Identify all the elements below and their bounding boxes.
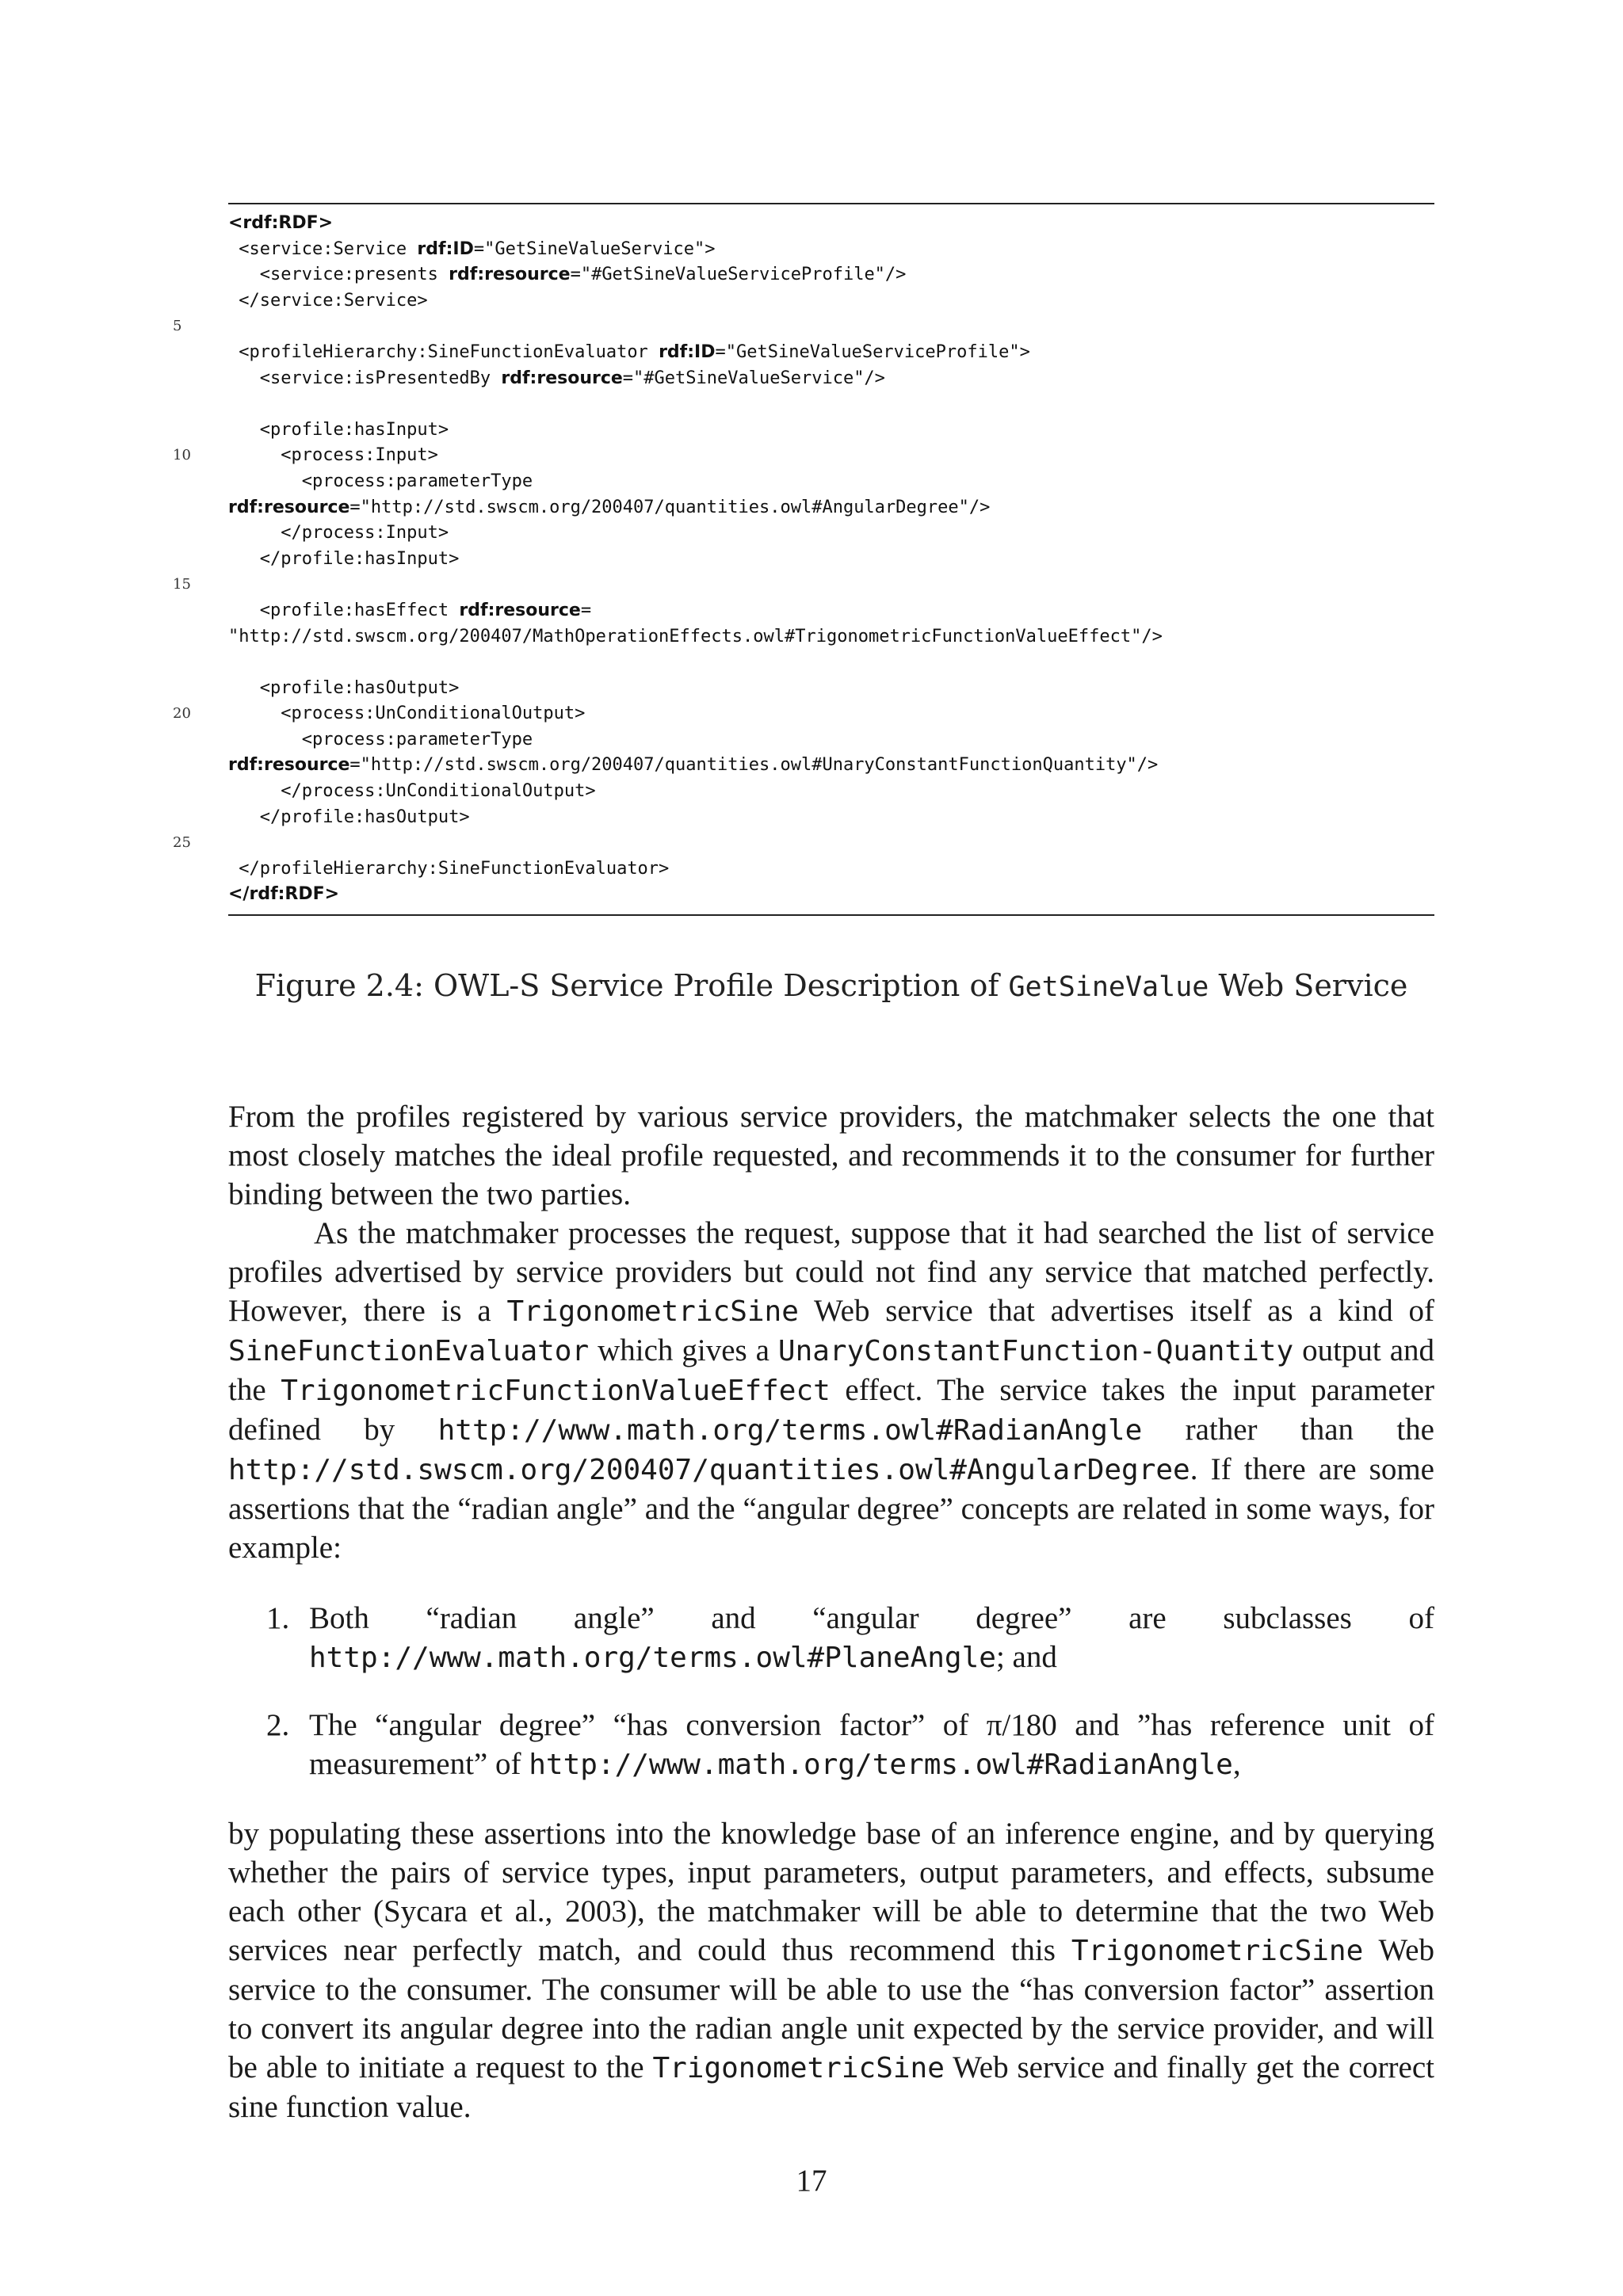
text-run: </profile:hasInput> — [228, 548, 460, 569]
code-line — [173, 443, 1434, 469]
text-run: </process:Input> — [228, 523, 449, 543]
text-run: <profile:hasOutput> — [228, 677, 460, 698]
code-term: TrigonometricSine — [1071, 1935, 1364, 1967]
text-run: ="GetSineValueService"> — [473, 238, 716, 259]
code-line — [228, 418, 1434, 444]
code-listing — [173, 203, 1434, 916]
code-line — [228, 262, 1434, 288]
text-run: <process:Input> — [228, 445, 438, 466]
code-keyword: </rdf:RDF> — [228, 884, 340, 905]
text-run: "http://std.swscm.org/200407/MathOperationEffects.owl#TrigonometricFunctionValueEffect"/> — [228, 626, 1163, 646]
code-line — [173, 314, 1434, 340]
code-line — [228, 521, 1434, 547]
line-number: 15 — [173, 576, 191, 593]
code-keyword: rdf:ID — [659, 341, 716, 362]
code-term: UnaryConstantFunction-Quantity — [777, 1335, 1294, 1367]
code-keyword: rdf:resource — [501, 368, 623, 388]
code-line — [228, 391, 1434, 418]
code-term: http://www.math.org/terms.owl#RadianAngle — [529, 1749, 1233, 1781]
code-keyword: rdf:ID — [417, 238, 474, 259]
text-run: , — [1232, 1747, 1241, 1781]
code-keyword: rdf:resource — [449, 265, 571, 285]
list-marker: 1. — [266, 1601, 290, 1635]
code-term: TrigonometricSine — [652, 2052, 945, 2084]
code-term: http://www.math.org/terms.owl#RadianAngle — [437, 1414, 1143, 1447]
text-run: </profile:hasOutput> — [228, 807, 470, 827]
code-line — [228, 882, 1434, 908]
code-line — [228, 856, 1434, 883]
text-run: <service:Service — [228, 238, 418, 259]
line-number: 10 — [173, 447, 191, 464]
code-term: TrigonometricSine — [506, 1295, 799, 1328]
text-run: <service:isPresentedBy — [228, 368, 502, 388]
code-line — [228, 547, 1434, 573]
numbered-list — [228, 1599, 1434, 1813]
code-line — [173, 701, 1434, 727]
caption-suffix: Web Service — [1209, 968, 1408, 1003]
code-line — [228, 779, 1434, 805]
list-item — [228, 1599, 1434, 1677]
code-line — [228, 340, 1434, 366]
text-run: <profileHierarchy:SineFunctionEvaluator — [228, 341, 659, 362]
code-keyword: <rdf:RDF> — [228, 213, 334, 233]
text-run: The “angular degree” “has conversion factor” of π/180 and ”has reference unit of measurement” of — [309, 1708, 1434, 1781]
code-term: SineFunctionEvaluator — [228, 1335, 590, 1367]
text-run: Web service and finally get the correct sine function value. — [228, 2050, 1435, 2124]
code-line — [228, 753, 1434, 779]
code-keyword: rdf:resource — [228, 755, 350, 776]
text-run: <service:presents — [228, 265, 449, 285]
page-number: 17 — [796, 2164, 827, 2198]
text-run: ="http://std.swscm.org/200407/quantities.owl#AngularDegree"/> — [349, 497, 991, 517]
code-line — [228, 288, 1434, 315]
text-run: <profile:hasInput> — [228, 419, 449, 440]
text-run: <process:parameterType — [228, 729, 533, 749]
code-line — [228, 366, 1434, 392]
list-marker: 2. — [266, 1708, 290, 1742]
caption-code: GetSineValue — [1008, 971, 1209, 1003]
code-term: http://std.swscm.org/200407/quantities.owl#AngularDegree — [228, 1454, 1190, 1486]
text-run: output and the — [228, 1333, 1435, 1407]
text-run: <profile:hasEffect — [228, 600, 460, 620]
text-run: which gives a — [589, 1333, 778, 1367]
code-line — [228, 237, 1434, 263]
text-run: by populating these assertions into the knowledge base of an inference engine, and by querying whether the pairs of service types, input parameters, output parameters, and effects, subsume each other (Sycara et al., 2003), the matchmaker will be able to determine that the two Web services near perfectly match, and could thus recommend this — [228, 1817, 1434, 1967]
text-run: Web service to the consumer. The consumer will be able to use the “has conversion factor” assertion to convert its angular degree into the radian angle unit expected by the service provider, and will be able to initiate a request to the — [228, 1933, 1434, 2084]
code-line — [228, 624, 1434, 650]
line-number: 5 — [173, 318, 182, 335]
text-run: As the matchmaker processes the request, suppose that it had searched the list of service profiles advertised by service providers but could not find any service that matched perfectly. However, there is a — [228, 1216, 1434, 1328]
code-line — [173, 572, 1434, 598]
code-keyword: rdf:resource — [459, 600, 581, 620]
text-run: </profileHierarchy:SineFunctionEvaluator> — [228, 858, 670, 879]
code-line — [228, 495, 1434, 521]
list-item — [228, 1706, 1434, 1784]
code-line — [228, 598, 1434, 624]
text-run: Both “radian angle” and “angular degree” are subclasses of — [309, 1601, 1434, 1635]
code-term: TrigonometricFunctionValueEffect — [281, 1375, 831, 1407]
text-run: Web service that advertises itself as a kind of — [798, 1294, 1435, 1328]
paragraph-3 — [228, 1814, 1434, 2126]
code-line — [228, 727, 1434, 753]
code-line — [228, 676, 1434, 702]
code-keyword: rdf:resource — [228, 497, 350, 517]
text-run: ="#GetSineValueService"/> — [622, 368, 885, 388]
text-run: rather than the — [1142, 1413, 1434, 1447]
paragraph-2 — [228, 1214, 1434, 1567]
text-run: <process:parameterType — [228, 471, 533, 491]
text-run: ="#GetSineValueServiceProfile"/> — [570, 265, 907, 285]
text-run: ="GetSineValueServiceProfile"> — [715, 341, 1030, 362]
text-run: </service:Service> — [228, 290, 428, 311]
paragraph-1 — [228, 1097, 1434, 1214]
text-run: effect. The service takes the input parameter defined by — [228, 1373, 1434, 1447]
code-term: http://www.math.org/terms.owl#PlaneAngle — [309, 1642, 996, 1674]
code-line — [228, 211, 1434, 237]
code-line — [228, 805, 1434, 831]
text-run: . If there are some assertions that the “radian angle” and the “angular degree” concepts are related in some ways, for example: — [228, 1452, 1434, 1565]
line-number: 20 — [173, 705, 191, 723]
text-run: ="http://std.swscm.org/200407/quantities.owl#UnaryConstantFunctionQuantity"/> — [349, 755, 1159, 776]
text-run: <process:UnConditionalOutput> — [228, 704, 586, 724]
text-run: ; and — [995, 1640, 1057, 1674]
code-line — [228, 469, 1434, 495]
caption-prefix: Figure 2.4: OWL-S Service Profile Description of — [254, 968, 1009, 1003]
text-run: = — [580, 600, 592, 620]
text-run: </process:UnConditionalOutput> — [228, 781, 596, 802]
figure-caption — [228, 968, 1434, 1003]
code-line — [228, 650, 1434, 676]
text-run: From the profiles registered by various service providers, the matchmaker selects the one that most closely matches the ideal profile requested, and recommends it to the consumer for further binding between the two parties. — [228, 1100, 1434, 1211]
line-number: 25 — [173, 834, 191, 852]
code-line — [173, 830, 1434, 856]
